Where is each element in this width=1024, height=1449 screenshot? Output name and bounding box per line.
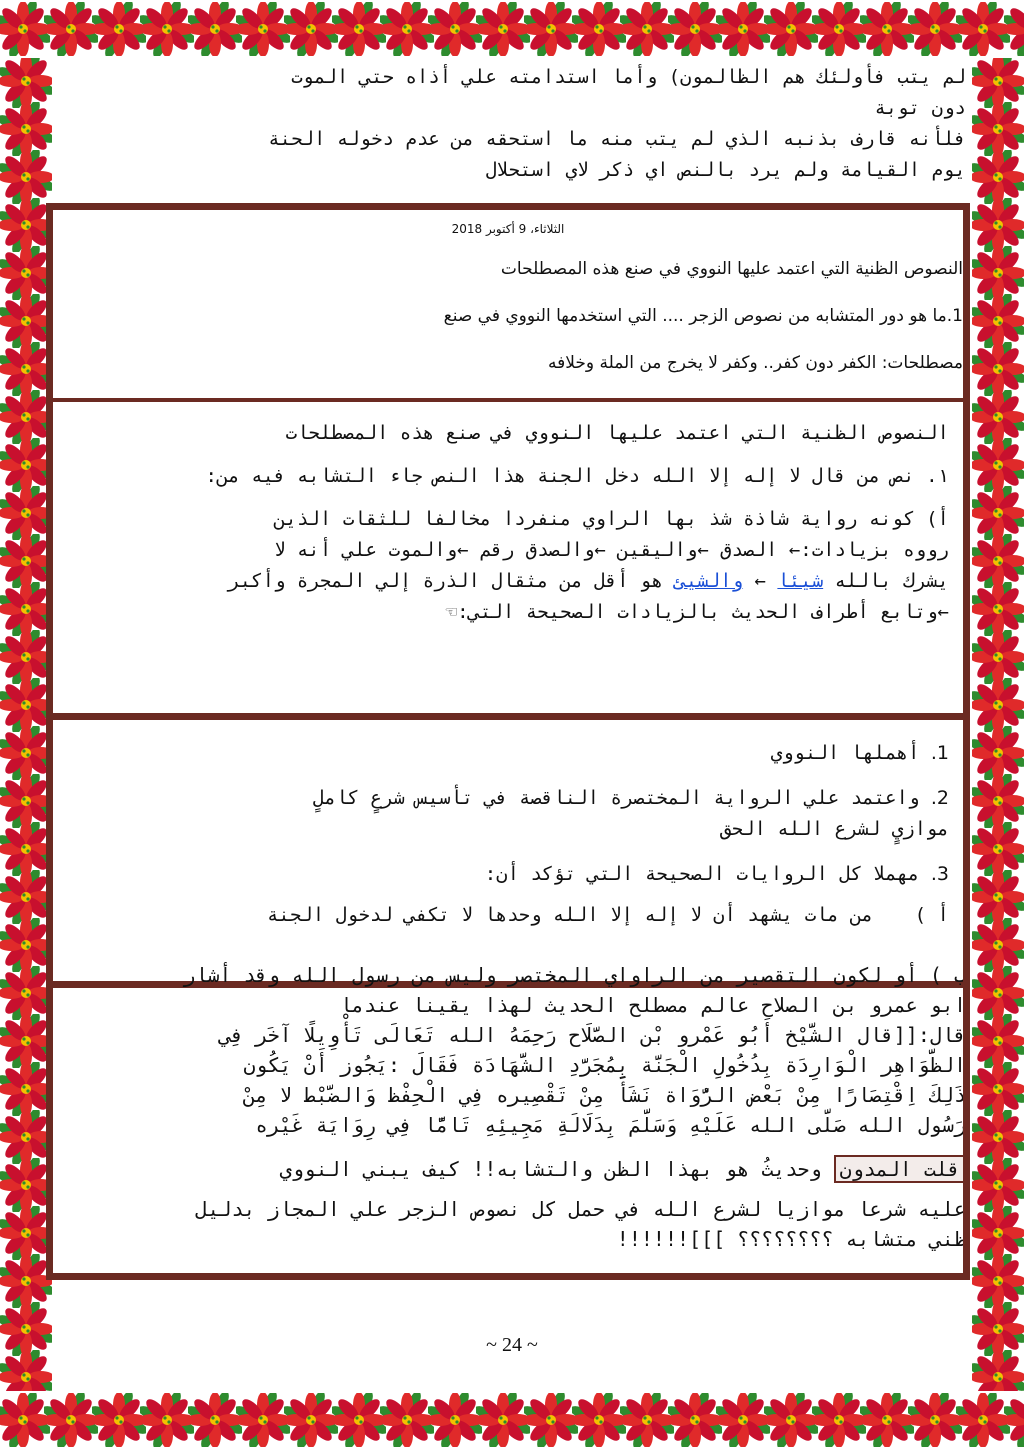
sub-item bbox=[58, 960, 966, 990]
poinsettia-icon bbox=[236, 2, 290, 56]
poinsettia-icon bbox=[972, 582, 1024, 636]
sub-text: أو لكون التقصير من الراواي المختصر وليس من رسول الله وقد أشار bbox=[183, 963, 918, 987]
poinsettia-icon bbox=[0, 678, 52, 732]
poinsettia-icon bbox=[972, 246, 1024, 300]
poinsettia-icon bbox=[572, 2, 626, 56]
highlight-label: قلت المدون bbox=[834, 1155, 966, 1183]
right-flower-border bbox=[972, 58, 1024, 1391]
link-alshayi[interactable]: والشيئ bbox=[674, 570, 744, 592]
poinsettia-icon bbox=[668, 1393, 722, 1447]
poinsettia-icon bbox=[44, 1393, 98, 1447]
poinsettia-icon bbox=[972, 534, 1024, 588]
poinsettia-icon bbox=[572, 1393, 626, 1447]
poinsettia-icon bbox=[620, 2, 674, 56]
poinsettia-icon bbox=[0, 438, 52, 492]
poinsettia-icon bbox=[0, 966, 52, 1020]
poinsettia-icon bbox=[92, 2, 146, 56]
intro-line: دون توبة bbox=[874, 97, 966, 119]
comment-text: وحديثُ هو بهذا الظن والتشابه!! كيف يبني النووي bbox=[279, 1157, 822, 1181]
poinsettia-icon bbox=[972, 58, 1024, 108]
poinsettia-icon bbox=[972, 822, 1024, 876]
poinsettia-icon bbox=[140, 1393, 194, 1447]
post-date: الثلاثاء، 9 أكتوبر 2018 bbox=[451, 222, 565, 236]
poinsettia-icon bbox=[524, 2, 578, 56]
main-section-box bbox=[46, 402, 970, 720]
poinsettia-icon bbox=[716, 2, 770, 56]
poinsettia-icon bbox=[972, 486, 1024, 540]
quote-line: ذَلِكَ اِقْتِصَارًا مِنْ بَعْض الرُّوَاة نَشَأَ مِنْ تَقْصِيره فِي الْحِفْظ وَالضَّبْط لا مِنْ bbox=[243, 1083, 966, 1107]
list-item bbox=[67, 783, 949, 814]
poinsettia-icon bbox=[0, 1393, 50, 1447]
poinsettia-icon bbox=[0, 58, 52, 108]
poinsettia-icon bbox=[764, 2, 818, 56]
poinsettia-icon bbox=[0, 630, 52, 684]
poinsettia-icon bbox=[972, 1206, 1024, 1260]
poinsettia-icon bbox=[0, 246, 52, 300]
poinsettia-icon bbox=[972, 678, 1024, 732]
intro-text bbox=[58, 62, 966, 186]
paragraph-line bbox=[67, 566, 949, 597]
poinsettia-icon bbox=[812, 2, 866, 56]
poinsettia-icon bbox=[972, 918, 1024, 972]
sub-text: من مات يشهد أن لا إله إلا الله وحدها لا تكفي لدخول الجنة bbox=[266, 904, 874, 926]
poinsettia-icon bbox=[668, 2, 722, 56]
list-item bbox=[67, 859, 949, 890]
post-header-box bbox=[46, 203, 970, 405]
poinsettia-icon bbox=[956, 1393, 1010, 1447]
poinsettia-icon bbox=[188, 1393, 242, 1447]
poinsettia-icon bbox=[0, 1110, 52, 1164]
poinsettia-icon bbox=[0, 198, 52, 252]
poinsettia-icon bbox=[0, 726, 52, 780]
arrow-text: ← bbox=[754, 570, 766, 592]
poinsettia-icon bbox=[972, 1254, 1024, 1308]
list-text: أهملها النووي bbox=[770, 742, 920, 764]
poinsettia-icon bbox=[284, 1393, 338, 1447]
poinsettia-icon bbox=[236, 1393, 290, 1447]
poinsettia-icon bbox=[972, 438, 1024, 492]
poinsettia-icon bbox=[524, 1393, 578, 1447]
list-text: واعتمد علي الرواية المختصرة الناقصة في تأسيس شرعٍ كاملٍ bbox=[313, 787, 920, 809]
poinsettia-icon bbox=[0, 1158, 52, 1212]
poinsettia-icon bbox=[0, 486, 52, 540]
post-title: النصوص الظنية التي اعتمد عليها النووي في صنع هذه المصطلحات bbox=[500, 259, 963, 279]
poinsettia-icon bbox=[972, 198, 1024, 252]
poinsettia-icon bbox=[620, 1393, 674, 1447]
list-text-cont: موازيٍ لشرع الله الحق bbox=[720, 818, 949, 840]
poinsettia-icon bbox=[972, 390, 1024, 444]
link-shayan[interactable]: شيئا bbox=[777, 570, 824, 592]
poinsettia-icon bbox=[972, 150, 1024, 204]
poinsettia-icon bbox=[860, 2, 914, 56]
poinsettia-icon bbox=[908, 1393, 962, 1447]
poinsettia-icon bbox=[140, 2, 194, 56]
section-title: النصوص الظنية التي اعتمد عليها النووي في صنع هذه المصطلحات bbox=[285, 422, 949, 444]
text-fragment: هو أقل من مثقال الذرة إلي المجرة وأكبر bbox=[228, 570, 663, 592]
quote-line: الظَّوَاهِر الْوَارِدَة بِدُخُولِ الْجَنَّة بِمُجَرَّدِ الشَّهَادَة فَقَالَ :يَجُوز أَنْ يَكُون bbox=[243, 1053, 966, 1077]
poinsettia-icon bbox=[908, 2, 962, 56]
poinsettia-icon bbox=[972, 774, 1024, 828]
poinsettia-icon bbox=[0, 582, 52, 636]
poinsettia-icon bbox=[0, 534, 52, 588]
poinsettia-icon bbox=[476, 2, 530, 56]
quote-line: رَسُول الله صَلَّى الله عَلَيْهِ وَسَلَّمَ بِدَلَالَةِ مَجِيئِهِ تَامًّا فِي رِوَايَة غَيْره bbox=[255, 1113, 966, 1137]
poinsettia-icon bbox=[44, 2, 98, 56]
list-number: 3. bbox=[930, 863, 949, 885]
blogger-comment bbox=[58, 1154, 966, 1184]
poinsettia-icon bbox=[0, 1206, 52, 1260]
poinsettia-icon bbox=[0, 150, 52, 204]
poinsettia-icon bbox=[972, 342, 1024, 396]
sub-marker: أ ) bbox=[914, 904, 949, 926]
list-number: 1. bbox=[930, 742, 949, 764]
poinsettia-icon bbox=[972, 1158, 1024, 1212]
poinsettia-icon bbox=[0, 774, 52, 828]
poinsettia-icon bbox=[0, 342, 52, 396]
poinsettia-icon bbox=[972, 870, 1024, 924]
poinsettia-icon bbox=[428, 1393, 482, 1447]
poinsettia-icon bbox=[0, 1014, 52, 1068]
poinsettia-icon bbox=[716, 1393, 770, 1447]
intro-line: يوم القيامة ولم يرد بالنص اي ذكر لاي استحلال bbox=[485, 159, 966, 181]
post-question: 1.ما هو دور المتشابه من نصوص الزجر .... التي استخدمها النووي في صنع bbox=[443, 306, 963, 326]
page-number: ~ 24 ~ bbox=[486, 1334, 538, 1356]
list-item: ١. نص من قال لا إله إلا الله دخل الجنة هذا النص جاء التشابه فيه من: bbox=[205, 465, 949, 487]
post-question-cont: مصطلحات: الكفر دون كفر.. وكفر لا يخرج من الملة وخلافه bbox=[547, 353, 963, 373]
list-item bbox=[67, 738, 949, 769]
poinsettia-icon bbox=[972, 1110, 1024, 1164]
poinsettia-icon bbox=[188, 2, 242, 56]
poinsettia-icon bbox=[0, 294, 52, 348]
sub-item bbox=[67, 900, 949, 931]
comment-line: ظني متشابه ؟؟؟؟؟؟؟؟ ]]]!!!!!! bbox=[616, 1227, 966, 1251]
poinsettia-icon bbox=[92, 1393, 146, 1447]
quote-line: قال:[[قال الشَّيْخ أَبُو عَمْرو بْن الصَّلَاح رَحِمَهُ الله تَعَالَى تَأْوِيلًا آخَر فِي bbox=[219, 1023, 966, 1047]
poinsettia-icon bbox=[0, 2, 50, 56]
poinsettia-icon bbox=[764, 1393, 818, 1447]
poinsettia-icon bbox=[0, 1062, 52, 1116]
text-fragment: يشرك بالله bbox=[834, 570, 949, 592]
poinsettia-icon bbox=[476, 1393, 530, 1447]
intro-line: فلأنه قارف بذنبه الذي لم يتب منه ما استحقه من عدم دخوله الحنة bbox=[268, 128, 966, 150]
poinsettia-icon bbox=[0, 1254, 52, 1308]
poinsettia-icon bbox=[380, 2, 434, 56]
poinsettia-icon bbox=[956, 2, 1010, 56]
paragraph-line: أ) كونه رواية شاذة شذ بها الراوي منفردا مخالفا للثقات الذين bbox=[274, 508, 949, 530]
poinsettia-icon bbox=[972, 630, 1024, 684]
poinsettia-icon bbox=[1004, 1393, 1024, 1447]
poinsettia-icon bbox=[380, 1393, 434, 1447]
list-text: مهملا كل الروايات الصحيحة التي تؤكد أن: bbox=[484, 863, 920, 885]
bottom-flower-border bbox=[0, 1391, 1024, 1449]
poinsettia-icon bbox=[972, 102, 1024, 156]
comments-box bbox=[46, 713, 970, 988]
poinsettia-icon bbox=[332, 2, 386, 56]
paragraph-line: رووه بزيادات:← الصدق ←واليقين ←والصدق رقم ←والموت علي أنه لا bbox=[274, 539, 949, 561]
left-flower-border bbox=[0, 58, 52, 1391]
quote-section bbox=[58, 960, 966, 1254]
poinsettia-icon bbox=[0, 870, 52, 924]
sub-text-cont: ابو عمرو بن الصلاح عالم مصطلح الحديث لهذا يقينا عندما bbox=[339, 993, 966, 1017]
poinsettia-icon bbox=[284, 2, 338, 56]
sub-marker: ب ) bbox=[929, 963, 966, 987]
comment-line: عليه شرعا موازيا لشرع الله في حمل كل نصوص الزجر علي المجاز بدليل bbox=[195, 1197, 966, 1221]
poinsettia-icon bbox=[0, 390, 52, 444]
poinsettia-icon bbox=[812, 1393, 866, 1447]
poinsettia-icon bbox=[0, 822, 52, 876]
poinsettia-icon bbox=[972, 1014, 1024, 1068]
top-flower-border bbox=[0, 0, 1024, 58]
list-number: 2. bbox=[930, 787, 949, 809]
poinsettia-icon bbox=[0, 102, 52, 156]
poinsettia-icon bbox=[0, 918, 52, 972]
poinsettia-icon bbox=[332, 1393, 386, 1447]
poinsettia-icon bbox=[972, 966, 1024, 1020]
poinsettia-icon bbox=[972, 294, 1024, 348]
poinsettia-icon bbox=[1004, 2, 1024, 56]
paragraph-line: ←وتابع أطراف الحديث بالزيادات الصحيحة التي:☜ bbox=[445, 601, 949, 623]
intro-line: لم يتب فأولئك هم الظالمون) وأما استدامته علي أذاه حتي الموت bbox=[291, 66, 966, 88]
poinsettia-icon bbox=[972, 1062, 1024, 1116]
poinsettia-icon bbox=[860, 1393, 914, 1447]
poinsettia-icon bbox=[972, 726, 1024, 780]
poinsettia-icon bbox=[428, 2, 482, 56]
